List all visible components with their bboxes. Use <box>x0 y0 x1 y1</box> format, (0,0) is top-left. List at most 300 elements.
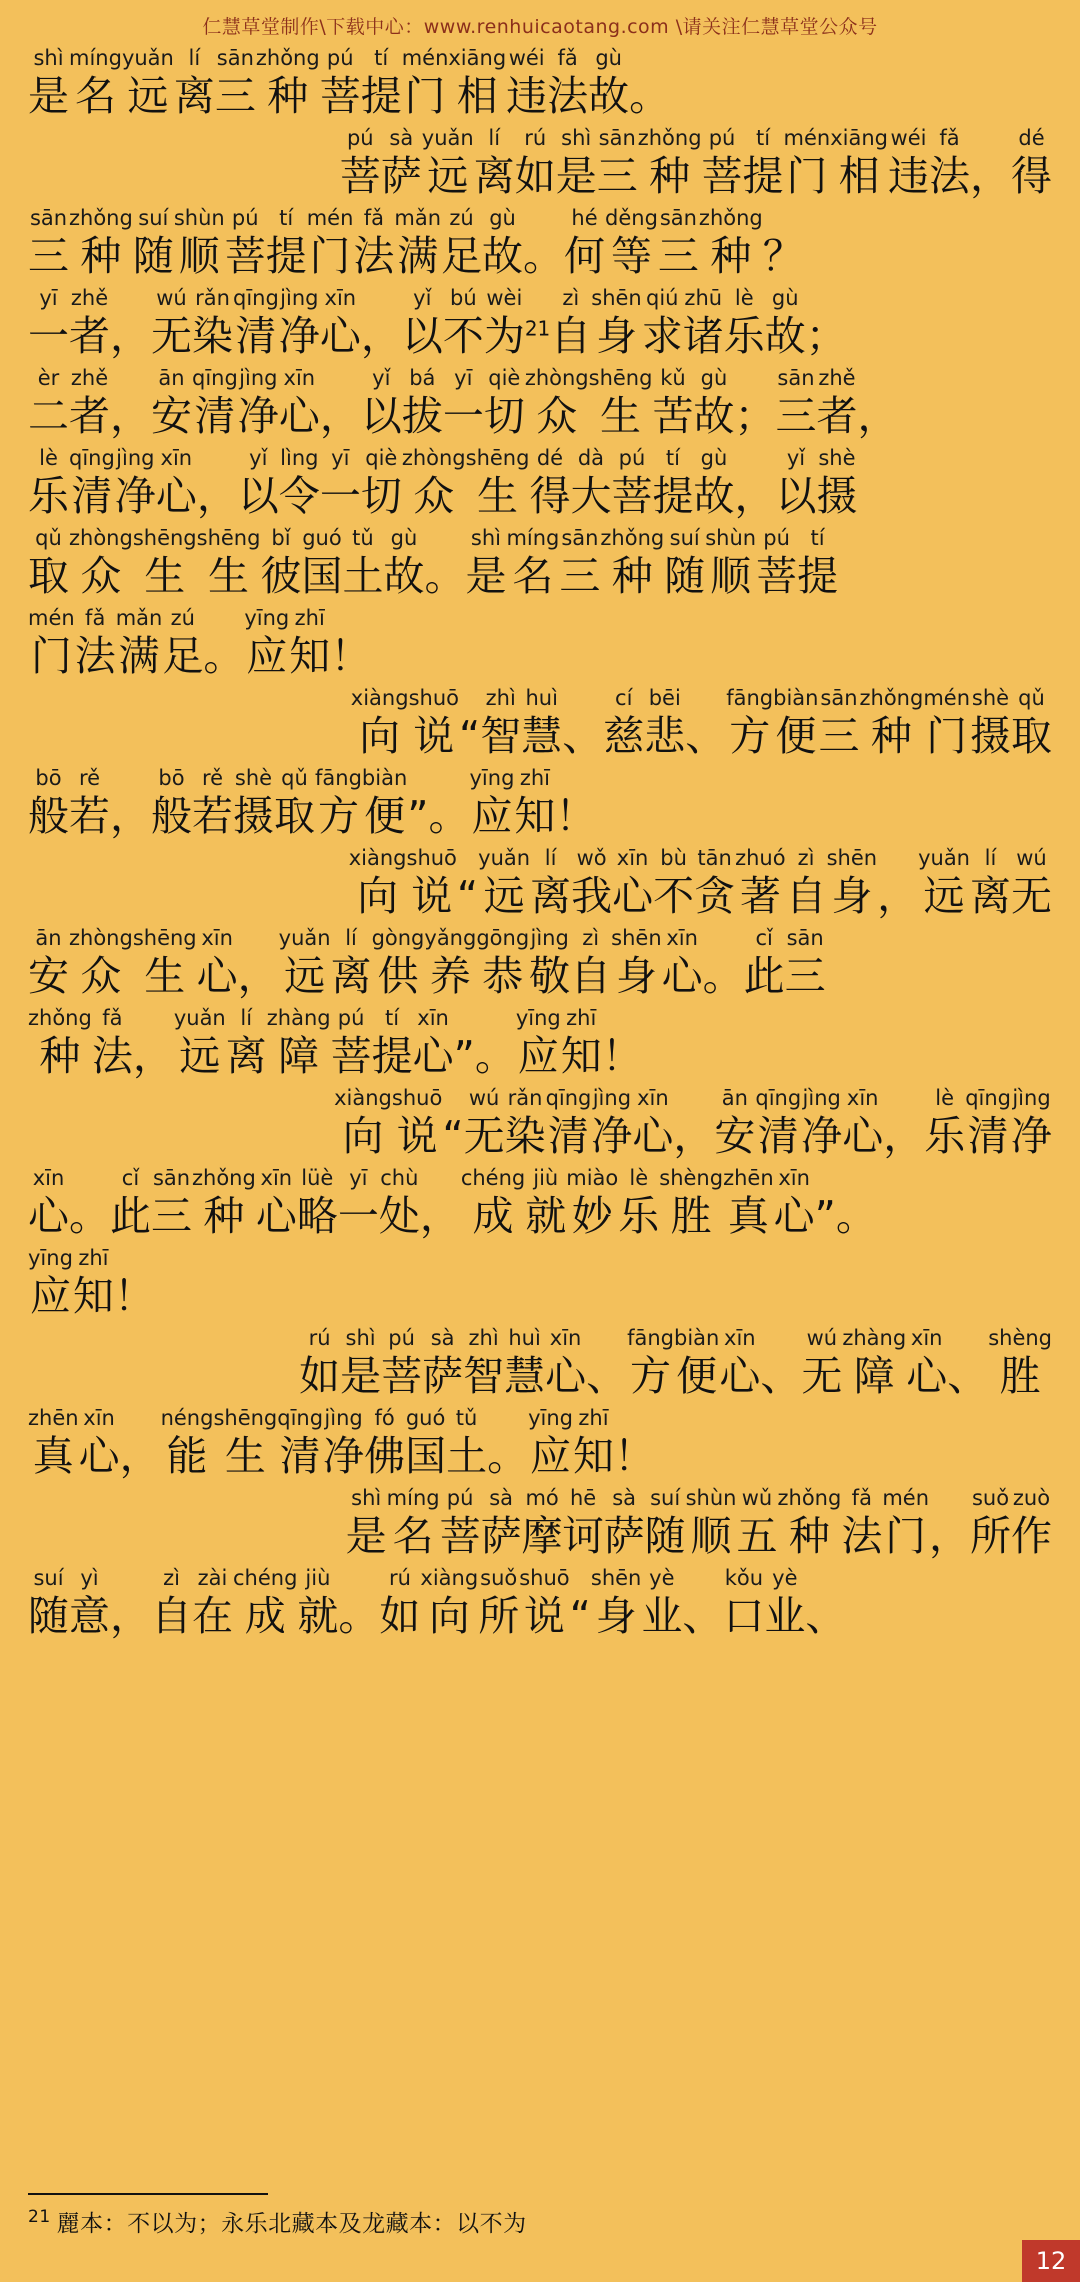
pinyin: mén <box>401 46 449 70</box>
pinyin: lè <box>39 446 58 470</box>
ruby-row <box>28 205 1052 281</box>
footnote-marker: 21 <box>28 2207 51 2228</box>
pinyin: wú <box>1016 846 1047 870</box>
hanzi: 心 <box>196 952 238 1000</box>
pinyin: wǔ <box>741 1486 773 1510</box>
ruby-unit <box>693 365 734 441</box>
pinyin: shēng <box>132 526 197 550</box>
pinyin: zhǒng <box>600 526 665 550</box>
pinyin: míng <box>69 46 122 70</box>
hanzi: ， <box>110 1592 151 1640</box>
hanzi: 三 <box>28 232 69 280</box>
ruby-row <box>28 1165 1052 1241</box>
ruby-unit <box>459 685 480 761</box>
pinyin: zhī <box>294 606 325 630</box>
pinyin: fāng <box>315 766 362 790</box>
hanzi: 在 <box>192 1592 233 1640</box>
pinyin: sān <box>598 126 636 150</box>
ruby-unit <box>28 1565 69 1641</box>
hanzi: 等 <box>610 232 652 280</box>
hanzi: 生 <box>600 392 642 440</box>
hanzi: 违 <box>888 152 929 200</box>
hanzi: 。 <box>338 1592 380 1640</box>
pinyin: cí <box>615 686 633 710</box>
hanzi: 门 <box>885 1512 927 1560</box>
hanzi: 、 <box>805 1592 847 1640</box>
ruby-unit <box>627 1325 674 1401</box>
hanzi: 者 <box>69 312 110 360</box>
ruby-unit <box>484 285 525 361</box>
ruby-unit <box>652 445 693 521</box>
ruby-unit <box>192 765 233 841</box>
ruby-unit <box>197 925 238 1001</box>
ruby-unit <box>801 1325 842 1401</box>
pinyin: lí <box>240 1006 253 1030</box>
hanzi: 此 <box>743 952 785 1000</box>
hanzi: 自 <box>785 872 827 920</box>
hanzi: 顺 <box>710 552 752 600</box>
hanzi: ， <box>110 792 151 840</box>
ruby-unit <box>988 1325 1052 1401</box>
ruby-unit <box>402 365 443 441</box>
pinyin: yī <box>331 446 350 470</box>
pinyin: suí <box>138 206 169 230</box>
ruby-unit <box>151 365 192 441</box>
text-line <box>28 1005 1052 1081</box>
ruby-unit <box>797 525 838 601</box>
ruby-unit <box>133 525 197 601</box>
ruby-unit <box>346 1485 387 1561</box>
ruby-unit <box>465 525 506 601</box>
ruby-unit <box>775 445 816 521</box>
pinyin: míng <box>506 526 560 550</box>
pinyin: yīng <box>28 1246 73 1270</box>
pinyin: xīn <box>846 1086 879 1110</box>
ruby-unit <box>92 1005 133 1081</box>
hanzi: ！ <box>555 792 597 840</box>
pinyin: tí <box>279 206 294 230</box>
ruby-unit <box>215 45 256 121</box>
pinyin: tí <box>665 446 680 470</box>
ruby-unit <box>466 445 530 521</box>
hanzi: 生 <box>144 552 186 600</box>
ruby-unit <box>457 845 478 921</box>
ruby-unit <box>441 205 482 281</box>
hanzi: 就 <box>525 1192 567 1240</box>
pinyin: bēi <box>648 686 681 710</box>
ruby-row <box>28 1005 1052 1081</box>
pinyin: fǎ <box>102 1006 123 1030</box>
hanzi: ， <box>970 152 1011 200</box>
hanzi: 心 <box>545 1352 587 1400</box>
ruby-unit <box>379 1165 420 1241</box>
ruby-unit <box>409 685 459 761</box>
hanzi: 净 <box>323 1432 365 1480</box>
text-line <box>28 605 1052 681</box>
hanzi: 门 <box>309 232 351 280</box>
ruby-unit <box>570 445 611 521</box>
ruby-row <box>28 365 1052 441</box>
ruby-unit <box>658 205 699 281</box>
ruby-unit <box>362 765 407 841</box>
ruby-unit <box>174 45 215 121</box>
pinyin: xīn <box>910 1326 943 1350</box>
hanzi: 佛 <box>364 1432 406 1480</box>
hanzi: 名 <box>392 1512 434 1560</box>
pinyin: shēng <box>196 526 261 550</box>
ruby-row <box>28 285 1052 361</box>
pinyin: ān <box>35 926 62 950</box>
ruby-unit <box>73 1245 114 1321</box>
hanzi: 远 <box>923 872 965 920</box>
hanzi: 障 <box>853 1352 895 1400</box>
ruby-unit <box>28 45 69 121</box>
ruby-unit <box>970 845 1011 921</box>
hanzi: 随 <box>132 232 174 280</box>
pinyin: yǐ <box>249 446 268 470</box>
pinyin: suǒ <box>971 1486 1010 1510</box>
pinyin: yīng <box>515 1006 561 1030</box>
pinyin: gù <box>700 366 728 390</box>
hanzi: ， <box>419 1192 461 1240</box>
pinyin: qǔ <box>35 526 62 550</box>
hanzi: 法 <box>547 72 589 120</box>
ruby-unit <box>662 925 703 1001</box>
pinyin: wú <box>806 1326 838 1350</box>
ruby-unit <box>351 685 409 761</box>
pinyin: dà <box>577 446 605 470</box>
ruby-unit <box>528 1405 573 1481</box>
ruby-unit <box>805 1565 846 1641</box>
pinyin: zhī <box>578 1406 609 1430</box>
ruby-unit <box>764 1565 805 1641</box>
ruby-unit <box>402 45 449 121</box>
pinyin: pú <box>708 126 736 150</box>
hanzi: 违 <box>506 72 548 120</box>
ruby-unit <box>120 1405 161 1481</box>
pinyin: wǒ <box>576 846 607 870</box>
hanzi: 摩 <box>521 1512 563 1560</box>
hanzi: 。 <box>523 232 565 280</box>
ruby-unit <box>547 45 588 121</box>
ruby-unit <box>736 1485 777 1561</box>
hanzi: 随 <box>28 1592 69 1640</box>
hanzi: 满 <box>397 232 439 280</box>
hanzi: 三 <box>784 952 826 1000</box>
ruby-unit <box>225 205 266 281</box>
hanzi: 顺 <box>690 1512 732 1560</box>
hanzi: 彼 <box>260 552 302 600</box>
hanzi: 向 <box>342 1112 384 1160</box>
ruby-unit <box>299 1325 340 1401</box>
hanzi: 足 <box>162 632 204 680</box>
ruby-unit <box>301 525 342 601</box>
hanzi: 生 <box>477 472 519 520</box>
pinyin: zài <box>197 1566 228 1590</box>
hanzi: 若 <box>192 792 233 840</box>
ruby-unit <box>297 1565 338 1641</box>
hanzi: 如 <box>514 152 556 200</box>
hanzi: 说 <box>523 1592 565 1640</box>
pinyin: zhǒng <box>777 1486 842 1510</box>
hanzi: 自 <box>570 952 612 1000</box>
ruby-unit <box>69 205 133 281</box>
ruby-unit <box>632 1085 673 1161</box>
hanzi: 满 <box>118 632 160 680</box>
pinyin: shēng <box>132 926 197 950</box>
pinyin: qiè <box>488 366 521 390</box>
ruby-unit <box>381 1325 422 1401</box>
pinyin: fǎ <box>85 606 106 630</box>
hanzi: ” <box>814 1192 836 1240</box>
pinyin: sà <box>430 1326 455 1350</box>
hanzi: 著 <box>739 872 781 920</box>
hanzi: 生 <box>208 552 250 600</box>
hanzi: 贪 <box>694 872 736 920</box>
hanzi: 众 <box>536 392 578 440</box>
ruby-unit <box>545 1325 586 1401</box>
hanzi: 者 <box>816 392 858 440</box>
hanzi: 向 <box>357 872 399 920</box>
pinyin: zhū <box>684 286 723 310</box>
ruby-unit <box>443 365 484 441</box>
pinyin: yīng <box>244 606 290 630</box>
hanzi: 心 <box>719 1352 761 1400</box>
hanzi: 五 <box>736 1512 778 1560</box>
ruby-unit <box>69 1565 110 1641</box>
hanzi: 得 <box>529 472 571 520</box>
ruby-unit <box>331 1005 372 1081</box>
pinyin: fǎ <box>557 46 578 70</box>
hanzi: 菩 <box>439 1512 481 1560</box>
ruby-unit <box>28 365 69 441</box>
pinyin: wéi <box>890 126 927 150</box>
hanzi: 门 <box>30 632 72 680</box>
pinyin: biàn <box>361 766 408 790</box>
hanzi: 慧 <box>521 712 563 760</box>
ruby-unit <box>522 1485 563 1561</box>
pinyin: xīn <box>417 1006 449 1030</box>
hanzi: 如 <box>299 1352 341 1400</box>
text-line <box>28 525 1052 601</box>
hanzi: 供 <box>377 952 419 1000</box>
hanzi: 一 <box>319 472 361 520</box>
ruby-unit <box>801 1085 842 1161</box>
ruby-unit <box>407 765 428 841</box>
ruby-unit <box>381 125 422 201</box>
ruby-unit <box>604 1485 645 1561</box>
hanzi: 为 <box>483 312 525 360</box>
hanzi: 乐 <box>28 472 69 520</box>
ruby-unit <box>694 845 735 921</box>
pinyin: qiè <box>365 446 398 470</box>
ruby-unit <box>480 685 521 761</box>
ruby-unit <box>233 285 279 361</box>
page-number-badge: 12 <box>1022 2240 1080 2282</box>
ruby-unit <box>69 765 110 841</box>
ruby-unit <box>238 365 279 441</box>
pinyin: suǒ <box>480 1566 518 1590</box>
ruby-unit <box>422 1325 463 1401</box>
text-line <box>28 205 1052 281</box>
hanzi: 能 <box>166 1432 208 1480</box>
hanzi: 安 <box>151 392 192 440</box>
hanzi: 一 <box>28 312 69 360</box>
ruby-unit <box>446 1405 487 1481</box>
text-line <box>28 845 1052 921</box>
hanzi: 乐 <box>924 1112 966 1160</box>
ruby-unit <box>970 125 1011 201</box>
text-line <box>28 445 1052 521</box>
ruby-unit <box>786 845 827 921</box>
hanzi: 离 <box>970 872 1011 920</box>
hanzi: 心 <box>773 1192 815 1240</box>
pinyin: mǎn <box>115 606 163 630</box>
hanzi: 知 <box>72 1272 114 1320</box>
ruby-unit <box>591 1085 632 1161</box>
pinyin: sān <box>561 526 599 550</box>
pinyin: hé <box>571 206 598 230</box>
pinyin: shēng <box>465 446 530 470</box>
pinyin: guó <box>302 526 342 550</box>
pinyin: yǐ <box>413 286 432 310</box>
ruby-unit <box>970 685 1011 761</box>
pinyin: jìng <box>324 1406 363 1430</box>
ruby-unit <box>659 1165 723 1241</box>
hanzi: 提 <box>742 152 784 200</box>
hanzi: 令 <box>278 472 320 520</box>
ruby-unit <box>420 1165 461 1241</box>
ruby-unit <box>464 1085 505 1161</box>
hanzi: ， <box>929 1512 970 1560</box>
ruby-unit <box>334 1085 392 1161</box>
pinyin: bú <box>449 286 477 310</box>
hanzi: 方 <box>729 712 771 760</box>
ruby-unit <box>877 845 918 921</box>
ruby-unit <box>702 125 743 201</box>
ruby-unit <box>338 1165 379 1241</box>
hanzi: 故 <box>588 72 630 120</box>
pinyin: pú <box>618 446 646 470</box>
pinyin: shuō <box>391 1086 443 1110</box>
hanzi: 成 <box>244 1592 286 1640</box>
ruby-unit <box>233 1565 297 1641</box>
pinyin: zì <box>562 286 580 310</box>
hanzi: 真 <box>727 1192 769 1240</box>
hanzi: 妙 <box>571 1192 613 1240</box>
hanzi: 身 <box>831 872 873 920</box>
pinyin: xīn <box>549 1326 582 1350</box>
pinyin: tí <box>755 126 771 150</box>
pinyin: wèi <box>486 286 523 310</box>
pinyin: yī <box>39 286 58 310</box>
ruby-unit <box>213 1405 277 1481</box>
ruby-unit <box>719 1325 760 1401</box>
hanzi: 慧 <box>504 1352 546 1400</box>
hanzi: ！ <box>113 1272 155 1320</box>
hanzi: 提 <box>652 472 694 520</box>
pinyin: gù <box>390 526 418 550</box>
pinyin: shùn <box>685 1486 737 1510</box>
hanzi: ， <box>237 952 279 1000</box>
pinyin: èr <box>37 366 60 390</box>
pinyin: gòng <box>371 926 425 950</box>
hanzi: 诃 <box>562 1512 604 1560</box>
ruby-unit <box>785 925 826 1001</box>
hanzi: 法 <box>74 632 116 680</box>
hanzi: 种 <box>870 712 912 760</box>
hanzi: 土 <box>342 552 384 600</box>
hanzi: 萨 <box>480 1512 522 1560</box>
pinyin: jìng <box>1012 1086 1051 1110</box>
ruby-unit <box>266 205 307 281</box>
pinyin: tān <box>697 846 732 870</box>
hanzi: 真 <box>32 1432 74 1480</box>
pinyin: zhǒng <box>192 1166 256 1190</box>
hanzi: 种 <box>267 72 309 120</box>
hanzi: 就 <box>297 1592 339 1640</box>
ruby-unit <box>394 205 441 281</box>
ruby-unit <box>192 1165 256 1241</box>
pinyin: kǒu <box>724 1566 764 1590</box>
ruby-unit <box>440 1485 481 1561</box>
hanzi: 、 <box>562 712 604 760</box>
hanzi: 染 <box>504 1112 546 1160</box>
ruby-unit <box>530 845 571 921</box>
hanzi: 门 <box>404 72 446 120</box>
ruby-unit <box>361 445 402 521</box>
hanzi: 无 <box>151 312 192 360</box>
footnote-ref[interactable]: 21 <box>524 316 551 341</box>
ruby-unit <box>723 1165 774 1241</box>
pinyin: wú <box>156 286 187 310</box>
hanzi: 慈 <box>603 712 645 760</box>
hanzi: ！ <box>613 1432 655 1480</box>
pinyin: gù <box>700 446 728 470</box>
pinyin: shèng <box>659 1166 724 1190</box>
hanzi: 是 <box>28 72 69 120</box>
ruby-unit <box>320 445 361 521</box>
pinyin: guó <box>405 1406 446 1430</box>
pinyin: qīng <box>965 1086 1011 1110</box>
hanzi: 菩 <box>224 232 266 280</box>
pinyin: fāng <box>627 1326 674 1350</box>
hanzi: ！ <box>601 1032 643 1080</box>
pinyin: yuǎn <box>173 1006 226 1030</box>
hanzi: 胜 <box>670 1192 712 1240</box>
hanzi: 离 <box>225 1032 267 1080</box>
pinyin: lí <box>488 126 501 150</box>
pinyin: pú <box>326 46 354 70</box>
pinyin: bǐ <box>271 526 291 550</box>
ruby-unit <box>705 525 756 601</box>
ruby-unit <box>703 925 744 1001</box>
ruby-unit <box>836 1165 877 1241</box>
hanzi: 菩 <box>701 152 743 200</box>
hanzi: 以 <box>237 472 279 520</box>
hanzi: 智 <box>463 1352 505 1400</box>
pinyin: lí <box>544 846 557 870</box>
pinyin: shì <box>351 1486 382 1510</box>
pinyin: mén <box>923 686 970 710</box>
ruby-unit <box>605 205 658 281</box>
hanzi: 何 <box>564 232 606 280</box>
ruby-unit <box>529 445 570 521</box>
ruby-unit <box>906 1325 947 1401</box>
ruby-unit <box>279 365 320 441</box>
pinyin: shēng <box>213 1406 278 1430</box>
ruby-unit <box>556 125 597 201</box>
